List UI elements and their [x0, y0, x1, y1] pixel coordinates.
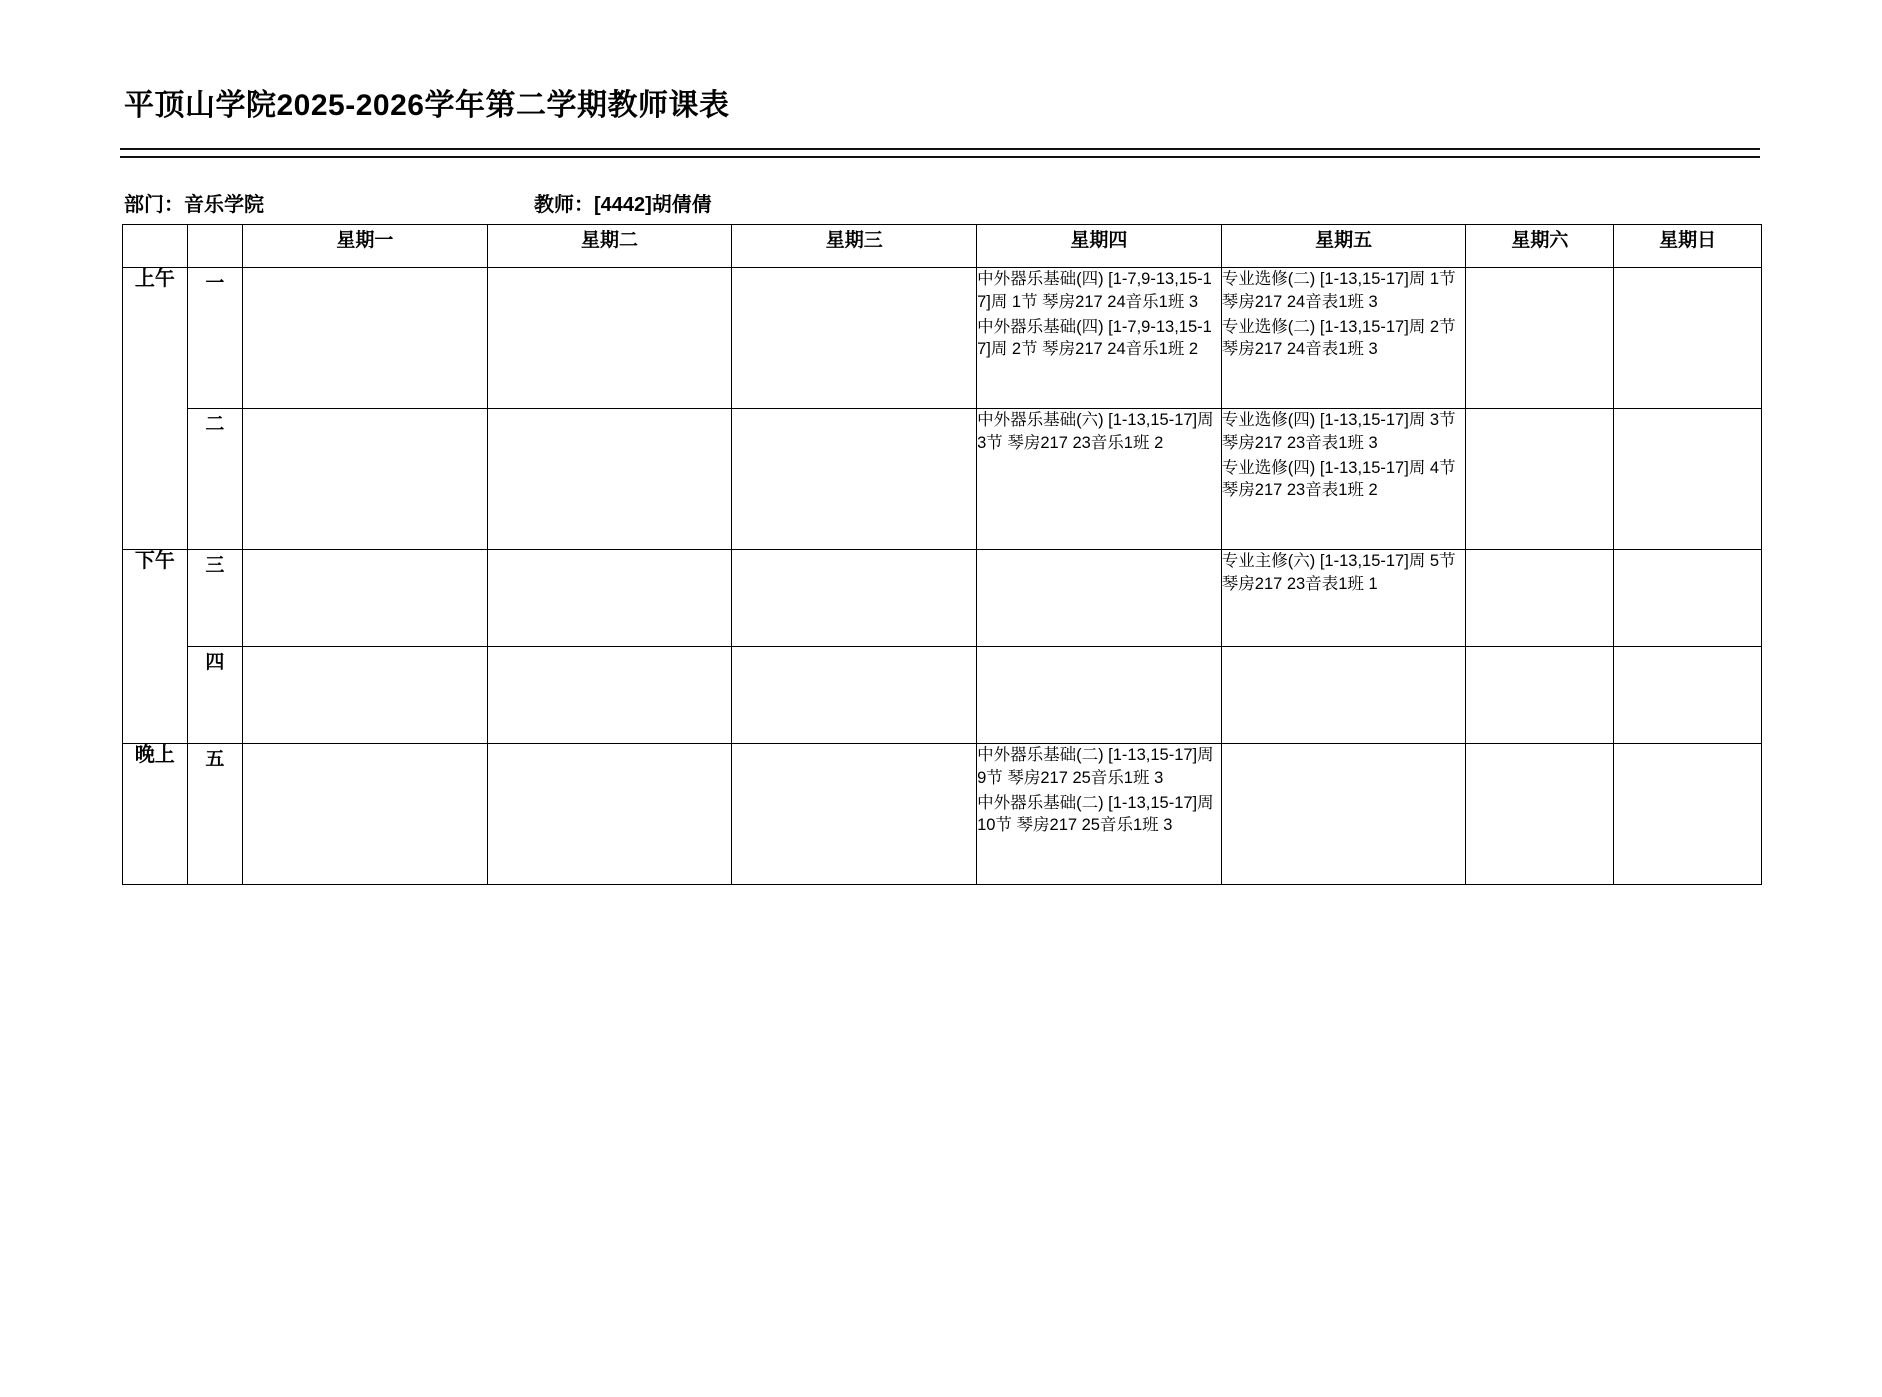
table-row [123, 744, 1762, 885]
section-label-morning [123, 268, 188, 550]
cell-thu-p1 [977, 268, 1222, 409]
day-header-friday: 星期五 [1221, 225, 1466, 268]
period-label-4: 四 [187, 647, 242, 744]
period-label-2: 二 [187, 409, 242, 550]
cell-mon-p3 [243, 550, 488, 647]
table-header-row [123, 225, 1762, 268]
timetable [122, 224, 1762, 885]
day-header-thursday: 星期四 [977, 225, 1222, 268]
cell-wed-p3 [732, 550, 977, 647]
cell-sun-p5 [1614, 744, 1762, 885]
cell-sun-p1 [1614, 268, 1762, 409]
cell-thu-p3 [977, 550, 1222, 647]
cell-sat-p3 [1466, 550, 1614, 647]
corner-period-cell [187, 225, 242, 268]
cell-tue-p2 [487, 409, 732, 550]
cell-tue-p3 [487, 550, 732, 647]
cell-tue-p4 [487, 647, 732, 744]
cell-tue-p5 [487, 744, 732, 885]
table-row [123, 647, 1762, 744]
course-entry: 中外器乐基础(四) [1-7,9-13,15-17]周 2节 琴房217 24音乐1班 2 [977, 317, 1212, 359]
section-label-afternoon [123, 550, 188, 744]
day-header-saturday: 星期六 [1466, 225, 1614, 268]
course-entry: 中外器乐基础(六) [1-13,15-17]周 3节 琴房217 23音乐1班 2 [977, 411, 1214, 452]
day-header-sunday: 星期日 [1614, 225, 1762, 268]
cell-wed-p5 [732, 744, 977, 885]
page-title: 平顶山学院2025-2026学年第二学期教师课表 [124, 89, 730, 122]
cell-sun-p4 [1614, 647, 1762, 744]
cell-fri-p5 [1221, 744, 1466, 885]
day-header-monday: 星期一 [243, 225, 488, 268]
day-header-tuesday: 星期二 [487, 225, 732, 268]
section-label-morning-text: 上午 [134, 268, 175, 290]
cell-wed-p4 [732, 647, 977, 744]
cell-wed-p2 [732, 409, 977, 550]
cell-fri-p3 [1221, 550, 1466, 647]
cell-thu-p5 [977, 744, 1222, 885]
cell-mon-p5 [243, 744, 488, 885]
cell-sat-p1 [1466, 268, 1614, 409]
section-label-afternoon-text: 下午 [134, 550, 175, 572]
table-row [123, 268, 1762, 409]
table-row [123, 550, 1762, 647]
cell-sat-p5 [1466, 744, 1614, 885]
title-divider [120, 148, 1760, 158]
cell-mon-p4 [243, 647, 488, 744]
cell-tue-p1 [487, 268, 732, 409]
course-entry: 专业选修(四) [1-13,15-17]周 3节 琴房217 23音表1班 3 [1221, 411, 1456, 452]
cell-wed-p1 [732, 268, 977, 409]
section-label-evening [123, 744, 188, 885]
period-label-5: 五 [187, 744, 242, 885]
course-entry: 专业选修(四) [1-13,15-17]周 4节 琴房217 23音表1班 2 [1221, 458, 1456, 500]
cell-mon-p1 [243, 268, 488, 409]
cell-sun-p2 [1614, 409, 1762, 550]
cell-sat-p4 [1466, 647, 1614, 744]
cell-mon-p2 [243, 409, 488, 550]
cell-fri-p2 [1221, 409, 1466, 550]
course-entry: 中外器乐基础(四) [1-7,9-13,15-17]周 1节 琴房217 24音乐1班 3 [977, 270, 1212, 311]
cell-thu-p4 [977, 647, 1222, 744]
day-header-wednesday: 星期三 [732, 225, 977, 268]
course-entry: 中外器乐基础(二) [1-13,15-17]周 10节 琴房217 25音乐1班 3 [977, 793, 1214, 835]
course-entry: 专业选修(二) [1-13,15-17]周 2节 琴房217 24音表1班 3 [1221, 317, 1456, 359]
course-entry: 中外器乐基础(二) [1-13,15-17]周 9节 琴房217 25音乐1班 3 [977, 746, 1214, 787]
department-label: 部门：音乐学院 [124, 194, 264, 216]
cell-sat-p2 [1466, 409, 1614, 550]
cell-fri-p4 [1221, 647, 1466, 744]
period-label-1: 一 [187, 268, 242, 409]
course-entry: 专业主修(六) [1-13,15-17]周 5节 琴房217 23音表1班 1 [1221, 552, 1456, 593]
cell-sun-p3 [1614, 550, 1762, 647]
cell-fri-p1 [1221, 268, 1466, 409]
table-row [123, 409, 1762, 550]
cell-thu-p2 [977, 409, 1222, 550]
section-label-evening-text: 晚上 [134, 744, 175, 766]
teacher-label: 教师：[4442]胡倩倩 [534, 194, 712, 216]
course-entry: 专业选修(二) [1-13,15-17]周 1节 琴房217 24音表1班 3 [1221, 270, 1456, 311]
period-label-3: 三 [187, 550, 242, 647]
meta-row [124, 188, 1764, 214]
corner-section-cell [123, 225, 188, 268]
